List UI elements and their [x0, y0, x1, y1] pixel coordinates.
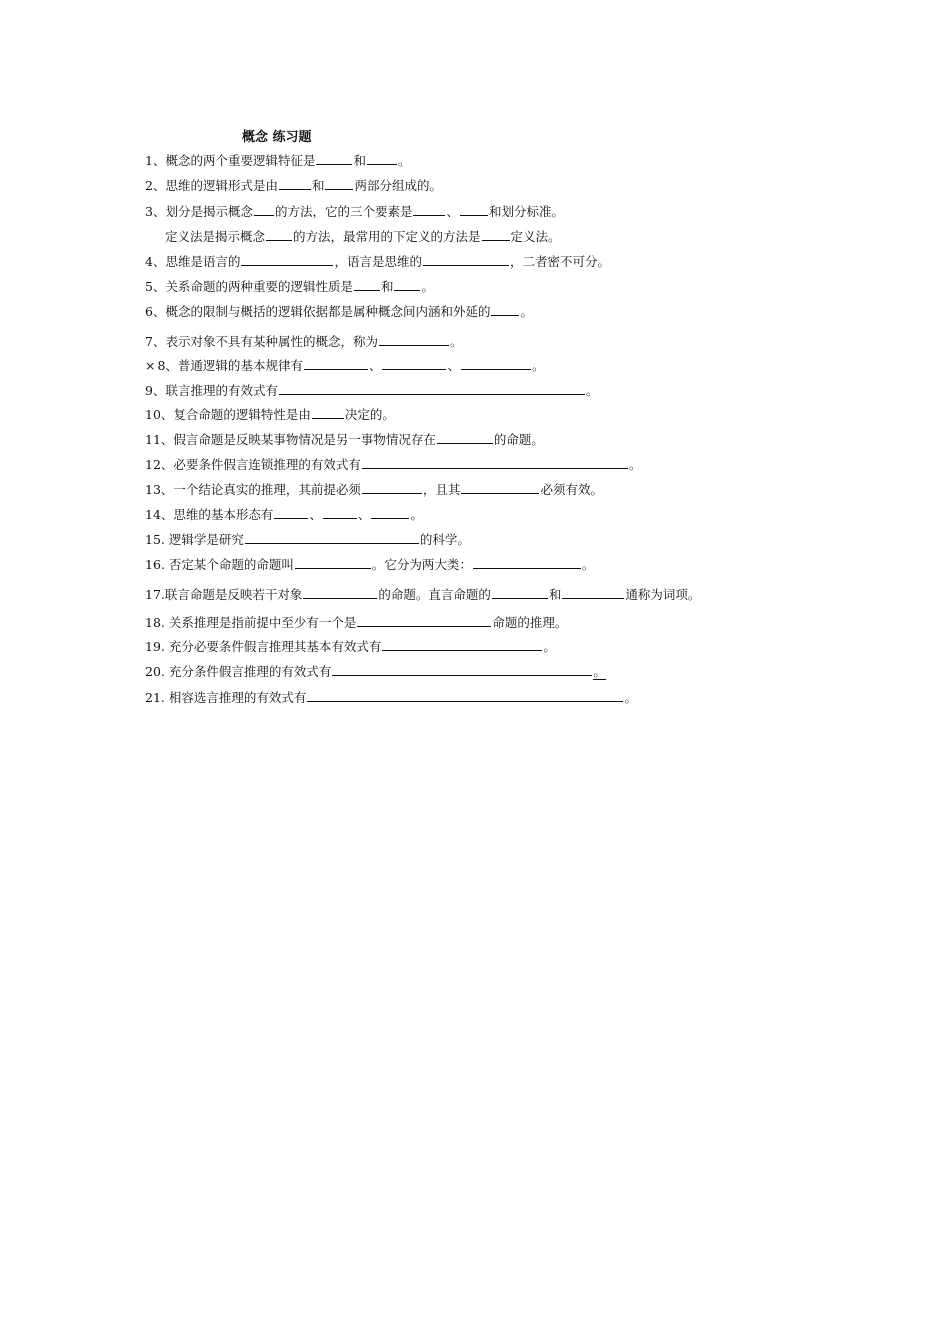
answer-blank	[325, 177, 353, 190]
answer-blank	[303, 586, 377, 599]
answer-blank	[323, 506, 357, 519]
question-1: 1、概念的两个重要逻辑特征是 和 。	[145, 153, 411, 168]
answer-blank	[473, 556, 581, 569]
answer-blank	[461, 481, 539, 494]
answer-blank	[460, 203, 488, 216]
question-15: 15. 逻辑学是研究 的科学。	[145, 532, 470, 547]
question-3-continued: 定义法是揭示概念 的方法，最常用的下定义的方法是 定义法。	[165, 229, 561, 244]
answer-blank	[304, 357, 368, 370]
question-12: 12、必要条件假言连锁推理的有效式有 。	[145, 457, 642, 472]
question-17: 17.联言命题是反映若干对象 的命题。直言命题的 和 通称为词项。	[145, 587, 701, 602]
question-18: 18. 关系推理是指前提中至少有一个是 命题的推理。	[145, 615, 568, 630]
answer-blank	[307, 689, 623, 702]
answer-blank	[394, 278, 420, 291]
question-11: 11、假言命题是反映某事物情况是另一事物情况存在 的命题。	[145, 432, 544, 447]
question-13: 13、一个结论真实的推理，其前提必须 ，且其 必须有效。	[145, 482, 603, 497]
answer-blank	[382, 357, 446, 370]
question-9: 9、联言推理的有效式有 。	[145, 383, 599, 398]
answer-blank	[371, 506, 409, 519]
page-title: 概念 练习题	[242, 130, 312, 145]
answer-blank	[241, 253, 333, 266]
answer-blank	[437, 431, 493, 444]
answer-blank	[492, 586, 548, 599]
answer-blank	[245, 531, 419, 544]
answer-blank	[279, 382, 585, 395]
answer-blank	[266, 228, 292, 241]
answer-blank	[367, 152, 397, 165]
answer-blank	[295, 556, 371, 569]
answer-blank	[362, 481, 422, 494]
answer-blank	[482, 228, 510, 241]
question-8: × 8、普通逻辑的基本规律有 、 、 。	[145, 358, 545, 373]
answer-blank	[562, 586, 624, 599]
answer-blank	[423, 253, 509, 266]
question-16: 16. 否定某个命题的命题叫 。它分为两大类： 。	[145, 557, 595, 572]
question-5: 5、关系命题的两种重要的逻辑性质是 和 。	[145, 279, 434, 294]
answer-blank	[362, 456, 628, 469]
answer-blank	[413, 203, 445, 216]
question-6: 6、概念的限制与概括的逻辑依据都是属种概念间内涵和外延的 。	[145, 304, 533, 319]
answer-blank	[254, 203, 274, 216]
answer-blank	[354, 278, 380, 291]
question-20: 20. 充分条件假言推理的有效式有 。	[145, 664, 606, 679]
answer-blank	[379, 333, 449, 346]
answer-blank	[279, 177, 311, 190]
answer-blank	[491, 303, 519, 316]
answer-blank	[274, 506, 308, 519]
question-19: 19. 充分必要条件假言推理其基本有效式有 。	[145, 639, 556, 654]
answer-blank	[316, 152, 352, 165]
question-10: 10、复合命题的逻辑特性是由 决定的。	[145, 407, 395, 422]
answer-blank	[357, 614, 491, 627]
answer-blank	[382, 638, 542, 651]
question-21: 21. 相容选言推理的有效式有 。	[145, 690, 637, 705]
answer-blank	[461, 357, 531, 370]
answer-blank	[312, 406, 344, 419]
answer-blank	[332, 663, 592, 676]
question-3: 3、划分是揭示概念 的方法，它的三个要素是 、 和划分标准。	[145, 204, 565, 219]
question-7: 7、表示对象不具有某种属性的概念，称为 。	[145, 334, 463, 349]
question-4: 4、思维是语言的 ，语言是思维的 ，二者密不可分。	[145, 254, 610, 269]
cross-mark: ×	[145, 358, 156, 373]
question-14: 14、思维的基本形态有 、 、 。	[145, 507, 423, 522]
question-2: 2、思维的逻辑形式是由 和 两部分组成的。	[145, 178, 442, 193]
